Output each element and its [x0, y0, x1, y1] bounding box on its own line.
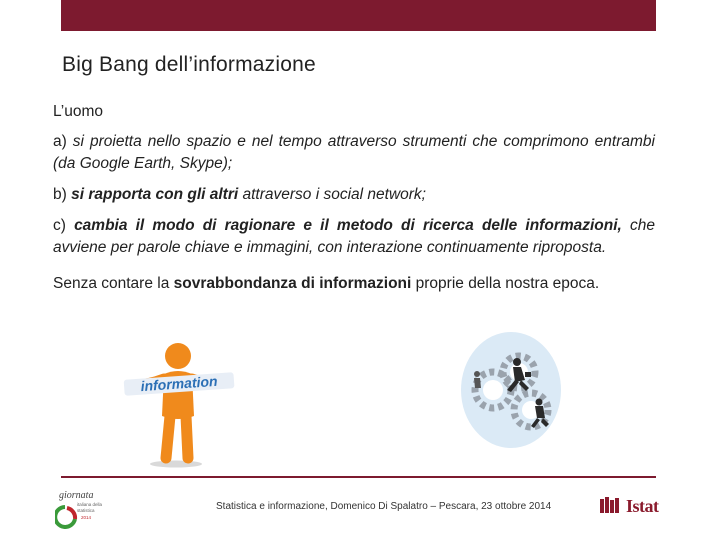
svg-text:giornata: giornata	[59, 490, 94, 501]
point-c-emphasis: cambia il modo di ragionare e il metodo di ricerca delle informazioni,	[74, 217, 622, 234]
svg-text:statistica: statistica	[77, 508, 95, 513]
point-a-text: attraverso strumenti che comprimono entrambi (da Google Earth, Skype);	[53, 133, 655, 172]
point-a-prefix: a)	[53, 133, 73, 150]
istat-logo-text: Istat	[626, 496, 659, 516]
giornata-statistica-logo	[55, 487, 110, 529]
closing-emphasis: sovrabbondanza di informazioni	[173, 275, 412, 292]
point-a	[53, 131, 655, 175]
slide-title: Big Bang dell’informazione	[62, 53, 316, 76]
closing-text-start: Senza contare la	[53, 275, 174, 292]
closing-text-end: proprie della nostra epoca.	[411, 275, 600, 292]
point-c-text: che avviene per parole chiave e immagini, con interazione continuamente riproposta.	[53, 217, 655, 256]
point-b-prefix: b)	[53, 186, 72, 203]
svg-text:italiana della: italiana della	[77, 502, 103, 507]
point-b	[53, 184, 655, 206]
point-b-text: attraverso i social network;	[238, 186, 426, 203]
closing-paragraph	[53, 273, 655, 295]
top-accent-bar	[61, 0, 656, 31]
footer-text: Statistica e informazione, Domenico Di Spalatro – Pescara, 23 ottobre 2014	[216, 501, 552, 512]
gears-people-illustration	[455, 332, 563, 454]
sign-text: information	[140, 372, 218, 395]
point-c-prefix: c)	[53, 217, 75, 234]
footer-divider	[61, 476, 656, 478]
point-c	[53, 215, 655, 259]
svg-text:2014: 2014	[81, 515, 92, 520]
slide-content	[53, 101, 655, 295]
intro-line: L’uomo	[53, 103, 103, 120]
information-figure-illustration	[118, 340, 240, 468]
point-b-emphasis: si rapporta con gli altri	[71, 186, 239, 203]
point-a-emphasis: si proietta nello spazio e nel tempo	[72, 133, 322, 150]
